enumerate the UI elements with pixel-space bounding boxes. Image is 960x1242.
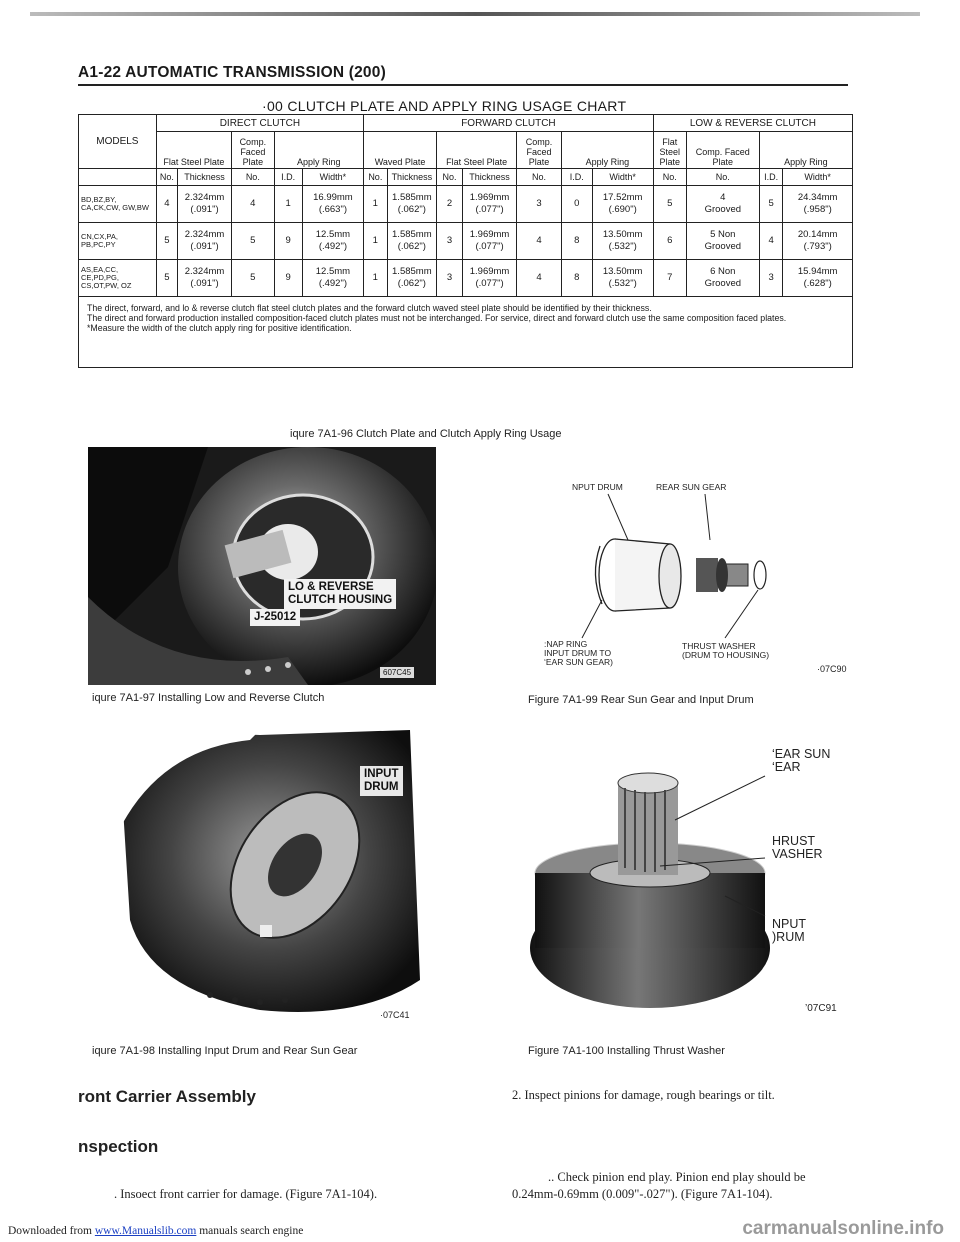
table-cell: 17.52mm (.690") [592, 186, 653, 223]
table-cell: 5 [759, 186, 783, 223]
table-sub-header-row [79, 132, 853, 169]
table-cell: 16.99mm (.663") [302, 186, 363, 223]
sub-header: Comp. Faced Plate [686, 132, 759, 169]
table-cell: 2 [437, 186, 463, 223]
input-drum-label-line1: NPUT [772, 917, 807, 931]
figure-100-caption: Figure 7A1-100 Installing Thrust Washer [528, 1045, 725, 1057]
table-cell: 13.50mm (.532") [592, 223, 653, 260]
table-cell: 12.5mm (.492") [302, 223, 363, 260]
scan-edge-line [30, 12, 920, 16]
sub-header: Apply Ring [274, 132, 364, 169]
table-cell: 9 [274, 260, 302, 297]
thrust-washer-label [682, 642, 769, 660]
table-cell: 6 Non Grooved [686, 260, 759, 297]
table-cell: 3 [437, 223, 463, 260]
table-column-header-row [79, 169, 853, 186]
table-notes [79, 297, 853, 368]
table-cell: 4 Grooved [686, 186, 759, 223]
table-row [79, 223, 853, 260]
figure-99-code: ·07C90 [817, 664, 847, 674]
sub-header: Flat Steel Plate [437, 132, 517, 169]
input-drum-label-line2: DRUM [364, 781, 399, 793]
note-line: The direct, forward, and lo & reverse clutch flat steel clutch plates and the forward clutch waved steel plate should be identified by their thickness. [87, 303, 652, 313]
table-cell: 1 [364, 186, 388, 223]
table-cell: 1.969mm (.077") [462, 223, 516, 260]
tool-label: J-25012 [250, 609, 300, 626]
thrust-washer-label-line2: VASHER [772, 847, 823, 861]
note-line: The direct and forward production installed composition-faced clutch plates must not be interchanged. For service, direct and forward clutch use the same composition faced plates. [87, 313, 787, 323]
rear-sun-gear-label: REAR SUN GEAR [656, 482, 727, 492]
note-line: *Measure the width of the clutch apply ring for positive identification. [87, 323, 352, 333]
sub-header: Comp. Faced Plate [517, 132, 562, 169]
table-cell: 1 [364, 260, 388, 297]
manualslib-link[interactable]: www.Manualslib.com [94, 1225, 197, 1237]
table-group-header-row [79, 115, 853, 132]
snap-ring-label-line2: INPUT DRUM TO [544, 648, 612, 658]
figure-97-photo [88, 447, 436, 685]
forward-clutch-header: FORWARD CLUTCH [364, 115, 654, 132]
rear-sun-gear-label-line2: ‘EAR [772, 760, 801, 774]
sub-header: Apply Ring [759, 132, 852, 169]
model-cell: BD,BZ,BY, CA,CK,CW, GW,BW [79, 186, 157, 223]
table-cell: 20.14mm (.793") [783, 223, 853, 260]
table-cell: 1 [274, 186, 302, 223]
inspection-step-2: 2. Inspect pinions for damage, rough bearings or tilt. [512, 1088, 775, 1102]
figure-99-diagram [520, 480, 810, 690]
column-header: Width* [302, 169, 363, 186]
lo-reverse-label-line2: CLUTCH HOUSING [288, 594, 393, 606]
section-title: ront Carrier Assembly [78, 1087, 256, 1106]
column-header: Thickness [462, 169, 516, 186]
table-cell: 1.585mm (.062") [387, 260, 436, 297]
table-cell: 4 [759, 223, 783, 260]
table-cell: 5 Non Grooved [686, 223, 759, 260]
models-header: MODELS [79, 115, 157, 169]
figure-98-caption: iqure 7A1-98 Installing Input Drum and Rear Sun Gear [92, 1045, 358, 1057]
column-header: Width* [783, 169, 853, 186]
table-cell: 15.94mm (.628") [783, 260, 853, 297]
table-row [79, 186, 853, 223]
column-header: No. [364, 169, 388, 186]
watermark-logo: carmanualsonline.info [742, 1218, 944, 1239]
figure-98-photo [110, 730, 440, 1015]
sub-header: Flat Steel Plate [653, 132, 686, 169]
clutch-usage-table [78, 114, 853, 368]
figure-100-photo [510, 748, 840, 1028]
column-header: I.D. [274, 169, 302, 186]
input-drum-label [772, 918, 806, 944]
thrust-washer-label-line1: THRUST WASHER [682, 641, 756, 651]
snap-ring-label [544, 640, 613, 667]
table-cell: 24.34mm (.958") [783, 186, 853, 223]
table-cell: 5 [232, 260, 274, 297]
table-cell: 1.585mm (.062") [387, 223, 436, 260]
thrust-washer-label-line1: HRUST [772, 834, 816, 848]
table-cell: 4 [156, 186, 177, 223]
input-drum-label: NPUT DRUM [572, 482, 623, 492]
table-cell: 5 [653, 186, 686, 223]
footer-suffix: manuals search engine [199, 1225, 304, 1237]
model-cell: AS,EA,CC, CE,PD,PG, CS,OT,PW, OZ [79, 260, 157, 297]
table-cell: 0 [561, 186, 592, 223]
download-footer [8, 1225, 303, 1237]
table-cell: 8 [561, 260, 592, 297]
section-subtitle: nspection [78, 1137, 159, 1156]
figure-97-code: 607C45 [380, 667, 414, 678]
table-cell: 2.324mm (.091") [177, 260, 231, 297]
model-cell: CN,CX,PA, PB,PC,PY [79, 223, 157, 260]
sub-header: Apply Ring [561, 132, 653, 169]
input-drum-label-line2: )RUM [772, 930, 805, 944]
thrust-washer-label [772, 835, 822, 861]
table-cell: 4 [232, 186, 274, 223]
snap-ring-label-line1: :NAP RING [544, 639, 588, 649]
table-cell: 12.5mm (.492") [302, 260, 363, 297]
rear-sun-gear-label-line1: ‘EAR SUN [772, 747, 831, 761]
table-cell: 3 [437, 260, 463, 297]
table-cell: 6 [653, 223, 686, 260]
model-col-spacer [79, 169, 157, 186]
figure-99-caption: Figure 7A1-99 Rear Sun Gear and Input Drum [528, 694, 754, 706]
sub-header: Flat Steel Plate [156, 132, 231, 169]
table-cell: 3 [517, 186, 562, 223]
figure-97-caption: iqure 7A1-97 Installing Low and Reverse Clutch [92, 692, 325, 704]
figure-98-code: ·07C41 [380, 1010, 410, 1020]
figure-96-caption: iqure 7A1-96 Clutch Plate and Clutch Apply Ring Usage [290, 428, 562, 440]
table-cell: 3 [759, 260, 783, 297]
column-header: No. [156, 169, 177, 186]
table-cell: 13.50mm (.532") [592, 260, 653, 297]
table-row [79, 260, 853, 297]
table-cell: 4 [517, 260, 562, 297]
lo-reverse-label-line1: LO & REVERSE [288, 581, 374, 593]
table-cell: 4 [517, 223, 562, 260]
column-header: No. [686, 169, 759, 186]
low-reverse-clutch-header: LOW & REVERSE CLUTCH [653, 115, 852, 132]
table-cell: 1 [364, 223, 388, 260]
inspection-step-3-line2: 0.24mm-0.69mm (0.009"-.027"). (Figure 7A1-104). [512, 1187, 773, 1201]
chart-title: ·00 CLUTCH PLATE AND APPLY RING USAGE CHART [262, 98, 627, 114]
sub-header: Comp. Faced Plate [232, 132, 274, 169]
snap-ring-label-line3: ‘EAR SUN GEAR) [544, 657, 613, 667]
clutch-housing-photo-illustration [88, 447, 436, 685]
column-header: No. [653, 169, 686, 186]
table-cell: 7 [653, 260, 686, 297]
column-header: Thickness [177, 169, 231, 186]
thrust-washer-photo-illustration [510, 748, 840, 1028]
table-cell: 9 [274, 223, 302, 260]
column-header: Thickness [387, 169, 436, 186]
column-header: I.D. [561, 169, 592, 186]
column-header: No. [437, 169, 463, 186]
table-cell: 1.969mm (.077") [462, 260, 516, 297]
page-header: A1-22 AUTOMATIC TRANSMISSION (200) [78, 64, 386, 81]
table-cell: 1.585mm (.062") [387, 186, 436, 223]
thrust-washer-label-line2: (DRUM TO HOUSING) [682, 650, 770, 660]
column-header: No. [517, 169, 562, 186]
footer-prefix: Downloaded from [8, 1225, 92, 1237]
table-cell: 2.324mm (.091") [177, 223, 231, 260]
column-header: Width* [592, 169, 653, 186]
table-cell: 8 [561, 223, 592, 260]
column-header: I.D. [759, 169, 783, 186]
input-drum-label-line1: INPUT [364, 768, 399, 780]
rear-sun-gear-label [772, 748, 830, 774]
column-header: No. [232, 169, 274, 186]
direct-clutch-header: DIRECT CLUTCH [156, 115, 363, 132]
sub-header: Waved Plate [364, 132, 437, 169]
table-cell: 5 [232, 223, 274, 260]
table-cell: 5 [156, 260, 177, 297]
table-cell: 1.969mm (.077") [462, 186, 516, 223]
table-notes-row [79, 297, 853, 368]
figure-100-code: ’07C91 [805, 1003, 837, 1014]
input-drum-label [360, 766, 403, 796]
inspection-step-1: . Insoect front carrier for damage. (Figure 7A1-104). [114, 1187, 378, 1201]
table-cell: 5 [156, 223, 177, 260]
header-rule [78, 84, 848, 86]
lo-reverse-label [284, 579, 396, 609]
table-cell: 2.324mm (.091") [177, 186, 231, 223]
inspection-step-3-line1: .. Check pinion end play. Pinion end play should be [548, 1170, 806, 1184]
